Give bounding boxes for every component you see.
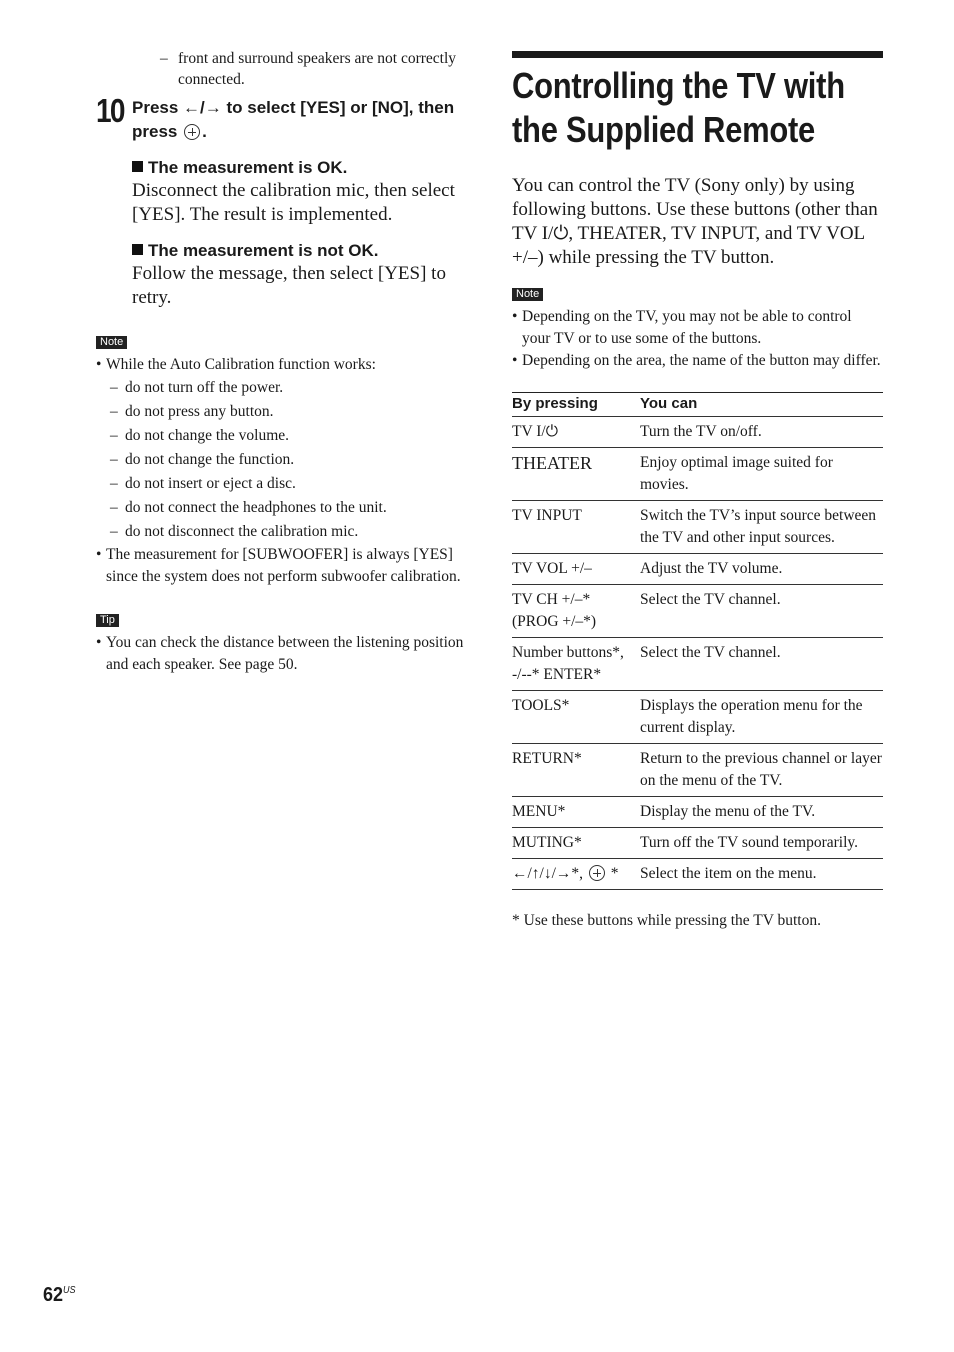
enter-button-icon bbox=[184, 124, 200, 140]
column-header: You can bbox=[640, 393, 883, 417]
table-cell: Display the menu of the TV. bbox=[640, 797, 883, 828]
table-row bbox=[512, 691, 883, 744]
list-item: – do not disconnect the calibration mic. bbox=[110, 523, 359, 540]
result-ok-heading: The measurement is OK. bbox=[148, 158, 348, 177]
square-bullet-icon bbox=[132, 161, 143, 172]
tip-label: Tip bbox=[96, 614, 119, 627]
list-item: • You can check the distance between the listening position and each speaker. See page 50. bbox=[96, 634, 464, 673]
left-column bbox=[96, 46, 468, 676]
enter-button-icon bbox=[589, 865, 605, 881]
table-cell: Select the TV channel. bbox=[640, 585, 883, 638]
footnote: * Use these buttons while pressing the TV button. bbox=[512, 912, 821, 929]
table-cell: THEATER bbox=[512, 448, 640, 501]
table-cell: MENU* bbox=[512, 797, 640, 828]
table-cell: Number buttons*, -/--* ENTER* bbox=[512, 638, 640, 691]
table-cell: Turn off the TV sound temporarily. bbox=[640, 828, 883, 859]
table-row bbox=[512, 417, 883, 448]
list-item: – do not turn off the power. bbox=[110, 379, 284, 396]
table-row bbox=[512, 448, 883, 501]
list-item: – do not connect the headphones to the unit. bbox=[110, 499, 387, 516]
page-number: $62^{US}$ bbox=[43, 1284, 76, 1306]
right-column bbox=[512, 51, 883, 932]
result-ok bbox=[96, 158, 468, 227]
intro-paragraph: You can control the TV (Sony only) by using following buttons. Use these buttons (other than TV I/⏻, THEATER, TV INPUT, and TV VOL +/–) while pressing the TV button. bbox=[512, 175, 878, 268]
table-row bbox=[512, 554, 883, 585]
list-item: • The measurement for [SUBWOOFER] is always [YES] since the system does not perform subwoofer calibration. bbox=[96, 546, 461, 585]
table-row bbox=[512, 744, 883, 797]
tip-list bbox=[96, 632, 468, 676]
note-label: Note bbox=[512, 288, 543, 301]
table-cell: Turn the TV on/off. bbox=[640, 417, 883, 448]
table-row bbox=[512, 828, 883, 859]
table-row bbox=[512, 585, 883, 638]
step-instruction: Press ←/→ to select [YES] or [NO], then press . bbox=[132, 98, 455, 141]
table-row bbox=[512, 859, 883, 890]
left-right-arrows-icon: ←/→ bbox=[183, 98, 222, 117]
table-cell: MUTING* bbox=[512, 828, 640, 859]
square-bullet-icon bbox=[132, 244, 143, 255]
page-title: Controlling the TV with the Supplied Remote bbox=[512, 65, 845, 150]
table-row bbox=[512, 638, 883, 691]
table-cell: Select the TV channel. bbox=[640, 638, 883, 691]
table-cell: Displays the operation menu for the current display. bbox=[640, 691, 883, 744]
table-cell: TV CH +/–* (PROG +/–*) bbox=[512, 585, 640, 638]
table-cell: Select the item on the menu. bbox=[640, 859, 883, 890]
list-item: • Depending on the TV, you may not be able to control your TV or to use some of the buttons. bbox=[512, 308, 852, 347]
continued-list bbox=[96, 48, 468, 90]
list-item: – do not change the volume. bbox=[110, 427, 289, 444]
column-header: By pressing bbox=[512, 393, 640, 417]
table-cell: Adjust the TV volume. bbox=[640, 554, 883, 585]
table-cell: TV VOL +/– bbox=[512, 554, 640, 585]
list-item: • While the Auto Calibration function works: bbox=[96, 356, 376, 373]
table-cell: RETURN* bbox=[512, 744, 640, 797]
table-cell: ←/↑/↓/→*, * bbox=[512, 859, 640, 890]
tv-control-table bbox=[512, 392, 883, 890]
table-row bbox=[512, 797, 883, 828]
result-not-ok-heading: The measurement is not OK. bbox=[148, 241, 379, 260]
step-number: 10 bbox=[96, 92, 124, 129]
result-not-ok bbox=[96, 241, 468, 310]
note-list bbox=[96, 354, 468, 588]
step-10 bbox=[96, 92, 468, 144]
list-item: – do not press any button. bbox=[110, 403, 274, 420]
arrow-buttons-icon: ←/↑/↓/→*, bbox=[512, 865, 584, 882]
table-cell: Switch the TV’s input source between the TV and other input sources. bbox=[640, 501, 883, 554]
table-cell: TV INPUT bbox=[512, 501, 640, 554]
table-cell: Return to the previous channel or layer on the menu of the TV. bbox=[640, 744, 883, 797]
note-list bbox=[512, 306, 883, 372]
note-label: Note bbox=[96, 336, 127, 349]
table-cell: Enjoy optimal image suited for movies. bbox=[640, 448, 883, 501]
title-rule bbox=[512, 51, 883, 58]
list-item: – do not insert or eject a disc. bbox=[110, 475, 296, 492]
table-row bbox=[512, 501, 883, 554]
list-item: – front and surround speakers are not correctly connected. bbox=[160, 50, 457, 88]
table-cell: TV I/⏻ bbox=[512, 417, 640, 448]
list-item: – do not change the function. bbox=[110, 451, 295, 468]
result-ok-body: Disconnect the calibration mic, then select [YES]. The result is implemented. bbox=[132, 180, 455, 225]
table-cell: TOOLS* bbox=[512, 691, 640, 744]
list-item: • Depending on the area, the name of the button may differ. bbox=[512, 352, 881, 369]
table-header-row bbox=[512, 393, 883, 417]
result-not-ok-body: Follow the message, then select [YES] to retry. bbox=[132, 263, 446, 308]
